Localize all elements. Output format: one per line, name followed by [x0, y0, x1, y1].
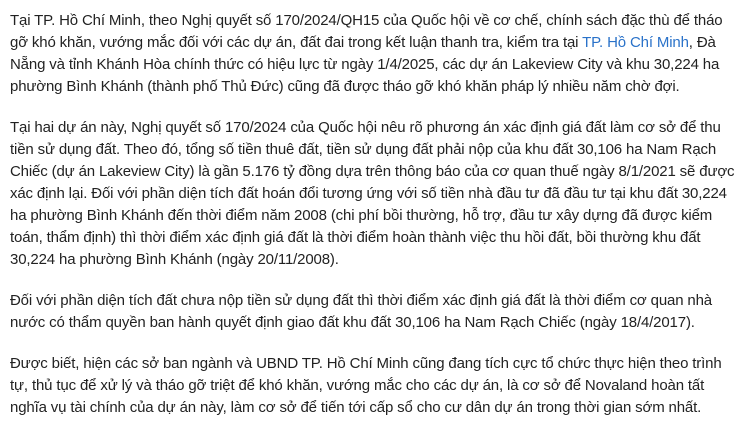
paragraph-3: Đối với phần diện tích đất chưa nộp tiền sử dụng đất thì thời điểm xác định giá đất là thời điểm cơ quan nhà nước có thẩm quyền ban hành quyết định giao đất khu đất 30,106 ha Nam Rạch Chiếc (ngày 18/4/2017).	[10, 292, 712, 331]
paragraph-2: Tại hai dự án này, Nghị quyết số 170/2024 của Quốc hội nêu rõ phương án xác định giá đất làm cơ sở để thu tiền sử dụng đất. Theo đó, tổng số tiền thuê đất, tiền sử dụng đất phải nộp của khu đất 30,106 ha Nam Rạch Chiếc (dự án Lakeview City) là gần 5.176 tỷ đồng dựa trên thông báo của cơ quan thuế ngày 8/1/2021 sẽ được xác định lại. Đối với phần diện tích đất hoán đổi tương ứng với số tiền nhà đầu tư đã đầu tư tại khu đất 30,224 ha phường Bình Khánh đến thời điểm năm 2008 (chi phí bồi thường, hỗ trợ, đầu tư xây dựng đã được kiểm toán, thẩm định) thì thời điểm xác định giá đất là thời điểm hoàn thành việc thu hồi đất, bồi thường khu đất 30,224 ha phường Bình Khánh (ngày 20/11/2008).	[10, 119, 735, 268]
paragraph-1	[10, 10, 740, 98]
paragraph-1-text-before: Tại TP. Hồ Chí Minh, theo Nghị quyết số 170/2024/QH15 của Quốc hội về cơ chế, chính sách đặc thù để tháo gỡ khó khăn, vướng mắc đối với các dự án, đất đai trong kết luận thanh tra, kiểm tra tại	[10, 12, 723, 51]
link-tp-ho-chi-minh[interactable]: TP. Hồ Chí Minh	[582, 34, 689, 51]
paragraph-4: Được biết, hiện các sở ban ngành và UBND TP. Hồ Chí Minh cũng đang tích cực tổ chức thực hiện theo trình tự, thủ tục để xử lý và tháo gỡ triệt để khó khăn, vướng mắc cho các dự án, là cơ sở để Novaland hoàn tất nghĩa vụ tài chính của dự án này, làm cơ sở để tiến tới cấp sổ cho cư dân dự án trong thời gian sớm nhất.	[10, 355, 722, 416]
paragraph-1-text-after: , Đà Nẵng và tỉnh Khánh Hòa chính thức có hiệu lực từ ngày 1/4/2025, các dự án Lakeview City và khu 30,224 ha phường Bình Khánh (thành phố Thủ Đức) cũng đã được tháo gỡ khó khăn pháp lý nhiều năm chờ đợi.	[10, 34, 720, 95]
